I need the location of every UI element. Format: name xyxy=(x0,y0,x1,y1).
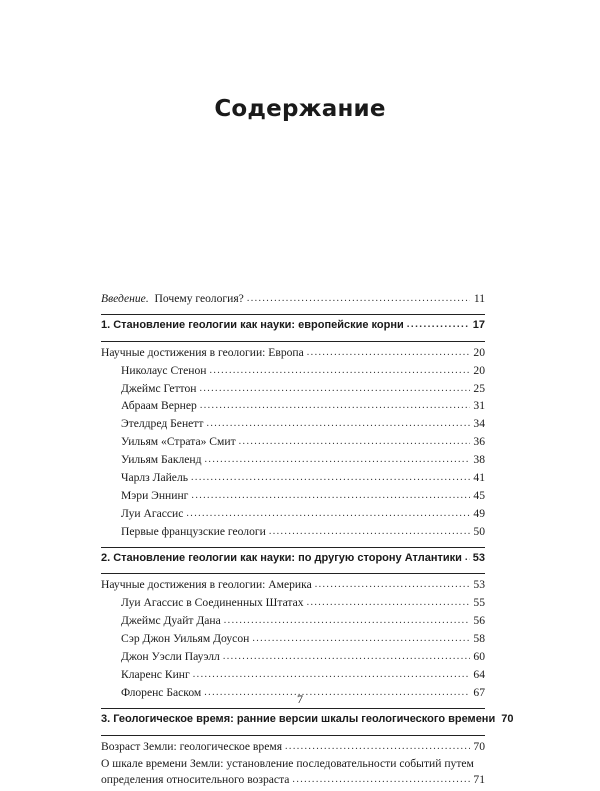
section-divider xyxy=(101,547,485,548)
toc-subsection-line2[interactable]: определения относительного возраста ..... 71 xyxy=(101,773,485,791)
page-ref: 70 xyxy=(473,739,485,753)
toc-entry[interactable]: Николаус Стенон ..... 20 xyxy=(101,364,485,382)
toc-entry-intro[interactable] xyxy=(101,292,485,310)
toc-entry[interactable]: Джон Уэсли Пауэлл ..... 60 xyxy=(101,650,485,668)
page-ref: 20 xyxy=(473,345,485,359)
page-ref: 11 xyxy=(473,292,485,305)
page-ref: 70 xyxy=(501,712,514,725)
section-divider xyxy=(101,708,485,709)
page-ref: 71 xyxy=(473,772,485,786)
toc-entry[interactable]: Джеймс Геттон ..... 25 xyxy=(101,382,485,400)
toc-entry[interactable]: Луи Агассис в Соединенных Штатах ..... 55 xyxy=(101,596,485,614)
dot-leader xyxy=(315,577,470,590)
dot-leader xyxy=(465,551,470,563)
toc-entry[interactable]: Джеймс Дуайт Дана ..... 56 xyxy=(101,614,485,632)
dot-leader xyxy=(407,318,470,330)
toc-entry[interactable]: Этелдред Бенетт ..... 34 xyxy=(101,417,485,435)
dot-leader xyxy=(307,345,470,358)
section-divider xyxy=(101,573,485,574)
page-ref: 17 xyxy=(472,318,485,331)
toc-chapter-2[interactable] xyxy=(101,552,485,570)
toc-entry[interactable]: Флоренс Баском ..... 67 xyxy=(101,686,485,704)
toc-entry[interactable]: Мэри Эннинг ..... 45 xyxy=(101,489,485,507)
toc-entry[interactable]: Абраам Вернер ..... 31 xyxy=(101,399,485,417)
toc-subsection-line1[interactable]: О шкале времени Земли: установление последовательности событий путем xyxy=(101,757,474,771)
page-ref: 53 xyxy=(473,578,485,592)
toc-entry[interactable]: Луи Агассис ..... 49 xyxy=(101,507,485,525)
table-of-contents xyxy=(101,292,514,791)
intro-title: Почему геология? xyxy=(154,292,244,305)
page-ref: 53 xyxy=(472,551,485,564)
section-divider xyxy=(101,341,485,342)
toc-entry[interactable]: Первые французские геологи ..... 50 xyxy=(101,525,485,543)
chapter-heading: 3. Геологическое время: ранние версии шкалы геологического времени xyxy=(101,712,496,725)
chapter-heading: 1. Становление геологии как науки: европейские корни xyxy=(101,318,404,331)
section-divider xyxy=(101,735,485,736)
toc-entry[interactable]: Кларенс Кинг ..... 64 xyxy=(101,668,485,686)
toc-subsection[interactable]: Научные достижения в геологии: Европа ..... 20 xyxy=(101,346,485,364)
page-title: Содержание xyxy=(214,96,386,122)
toc-subsection[interactable]: Научные достижения в геологии: Америка ..... 53 xyxy=(101,578,485,596)
toc-entry[interactable]: Сэр Джон Уильям Доусон ..... 58 xyxy=(101,632,485,650)
toc-chapter-1[interactable] xyxy=(101,319,485,337)
intro-prefix: Введение. xyxy=(101,292,149,305)
dot-leader xyxy=(292,772,470,785)
toc-subsection[interactable]: Возраст Земли: геологическое время ..... 70 xyxy=(101,740,485,758)
dot-leader xyxy=(247,291,470,304)
toc-entry[interactable]: Уильям «Страта» Смит ..... 36 xyxy=(101,435,485,453)
section-divider xyxy=(101,314,485,315)
chapter-heading: 2. Становление геологии как науки: по другую сторону Атлантики xyxy=(101,551,462,564)
toc-entry[interactable]: Уильям Бакленд ..... 38 xyxy=(101,453,485,471)
toc-entry[interactable]: Чарлз Лайель ..... 41 xyxy=(101,471,485,489)
page-number: 7 xyxy=(297,692,303,706)
toc-chapter-3[interactable] xyxy=(101,712,514,731)
